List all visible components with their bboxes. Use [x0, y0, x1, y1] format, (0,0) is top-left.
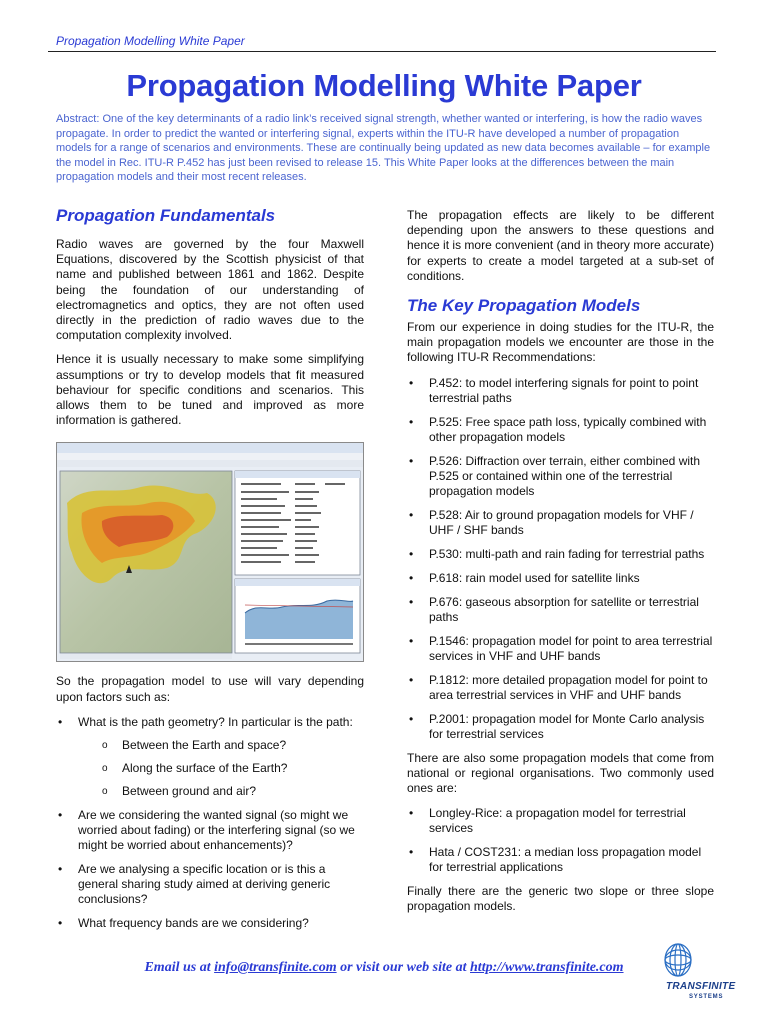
list-item: • Are we analysing a specific location or is this a general sharing study aimed at deriving generic conclusions?: [56, 862, 364, 907]
sub-list: [78, 738, 364, 799]
footer-contact: Email us at info@transfinite.com or visit our web site at http://www.transfinite.com: [144, 960, 624, 975]
section-heading-key-models: The Key Propagation Models: [407, 296, 641, 316]
abstract: Abstract: One of the key determinants of a radio link’s received signal strength, whether wanted or interfering, is how the radio waves propagate. In order to predict the wanted or interfering signal, experts within the ITU-R have developed a number of propagation models for a range of scenarios and environments. These are continually being updated as new data becomes available – for example the model in Rec. ITU-R P.452 has just been revised to release 15. This White Paper looks at the differences between the main propagation models and their most recent releases.: [56, 113, 711, 183]
left-column: [56, 206, 364, 931]
list-item: • P.525: Free space path loss, typically combined with other propagation models: [407, 415, 714, 445]
list-item: • P.618: rain model used for satellite links: [407, 571, 714, 586]
logo-subtitle: SYSTEMS: [689, 994, 724, 1000]
paragraph: Radio waves are governed by the four Maxwell Equations, discovered by the Scottish physicist of that name and published between 1861 and 1862. Despite being the foundation of our understanding of electromagnetics and optics, they are not often used directly in the prediction of radio waves due to the computation complexity involved.: [56, 237, 364, 343]
regional-models-list: [407, 806, 714, 875]
list-item: • P.526: Diffraction over terrain, either combined with P.525 or contained within one of the terrestrial propagation models: [407, 454, 714, 499]
paragraph: Finally there are the generic two slope or three slope propagation models.: [407, 884, 714, 914]
website-link[interactable]: http://www.transfinite.com: [470, 960, 624, 975]
list-item: • Hata / COST231: a median loss propagation model for terrestrial applications: [407, 845, 714, 875]
itu-recommendations-list: [407, 376, 714, 742]
paragraph: Hence it is usually necessary to make some simplifying assumptions or try to develop models that fit measured behaviour for specific conditions and scenarios. This allows them to be tuned and improved as more information is gathered.: [56, 352, 364, 428]
list-item: • P.452: to model interfering signals for point to point terrestrial paths: [407, 376, 714, 406]
header-rule: [48, 51, 716, 52]
list-item: • P.530: multi-path and rain fading for terrestrial paths: [407, 547, 714, 562]
paragraph: The propagation effects are likely to be different depending upon the answers to these questions and hence it is more convenient (and in theory more accurate) for experts to create a model targeted at a sub-set of conditions.: [407, 208, 714, 283]
paragraph: From our experience in doing studies for the ITU-R, the main propagation models we encounter are those in the following ITU-R Recommendations:: [407, 320, 714, 365]
list-item: • P.2001: propagation model for Monte Carlo analysis for terrestrial services: [407, 712, 714, 742]
paragraph: So the propagation model to use will vary depending upon factors such as:: [56, 674, 364, 704]
running-header: Propagation Modelling White Paper: [56, 34, 245, 48]
screenshot-image: [57, 443, 363, 661]
paragraph: There are also some propagation models that come from national or regional organisations. Two commonly used ones are:: [407, 750, 714, 796]
list-item: • P.528: Air to ground propagation models for VHF / UHF / SHF bands: [407, 508, 714, 538]
list-item: • P.1546: propagation model for point to area terrestrial services in VHF and UHF bands: [407, 634, 714, 664]
logo-wordmark: TRANSFINITE: [666, 981, 736, 992]
list-item: • Longley-Rice: a propagation model for terrestrial services: [407, 806, 714, 836]
list-item: • What frequency bands are we considering?: [56, 916, 364, 931]
right-column: [407, 208, 714, 915]
sub-list-item: o Between the Earth and space?: [78, 738, 364, 753]
list-item: • What is the path geometry? In particular is the path: o Between the Earth and space? o Along the surface of the Earth? o Between ground and air?: [56, 715, 364, 799]
list-item: • P.1812: more detailed propagation model for point to area terrestrial services in VHF and UHF bands: [407, 673, 714, 703]
sub-list-item: o Between ground and air?: [78, 784, 364, 799]
software-screenshot-figure: [56, 442, 364, 662]
page-title: Propagation Modelling White Paper: [126, 68, 642, 103]
section-heading-fundamentals: Propagation Fundamentals: [56, 206, 276, 225]
sub-list-item: o Along the surface of the Earth?: [78, 761, 364, 776]
list-item: • Are we considering the wanted signal (so might we worried about fading) or the interfering signal (so we might be worried about enhancements)?: [56, 808, 364, 853]
list-item: • P.676: gaseous absorption for satellite or terrestrial paths: [407, 595, 714, 625]
email-link[interactable]: info@transfinite.com: [214, 960, 337, 975]
factor-list: [56, 715, 364, 931]
